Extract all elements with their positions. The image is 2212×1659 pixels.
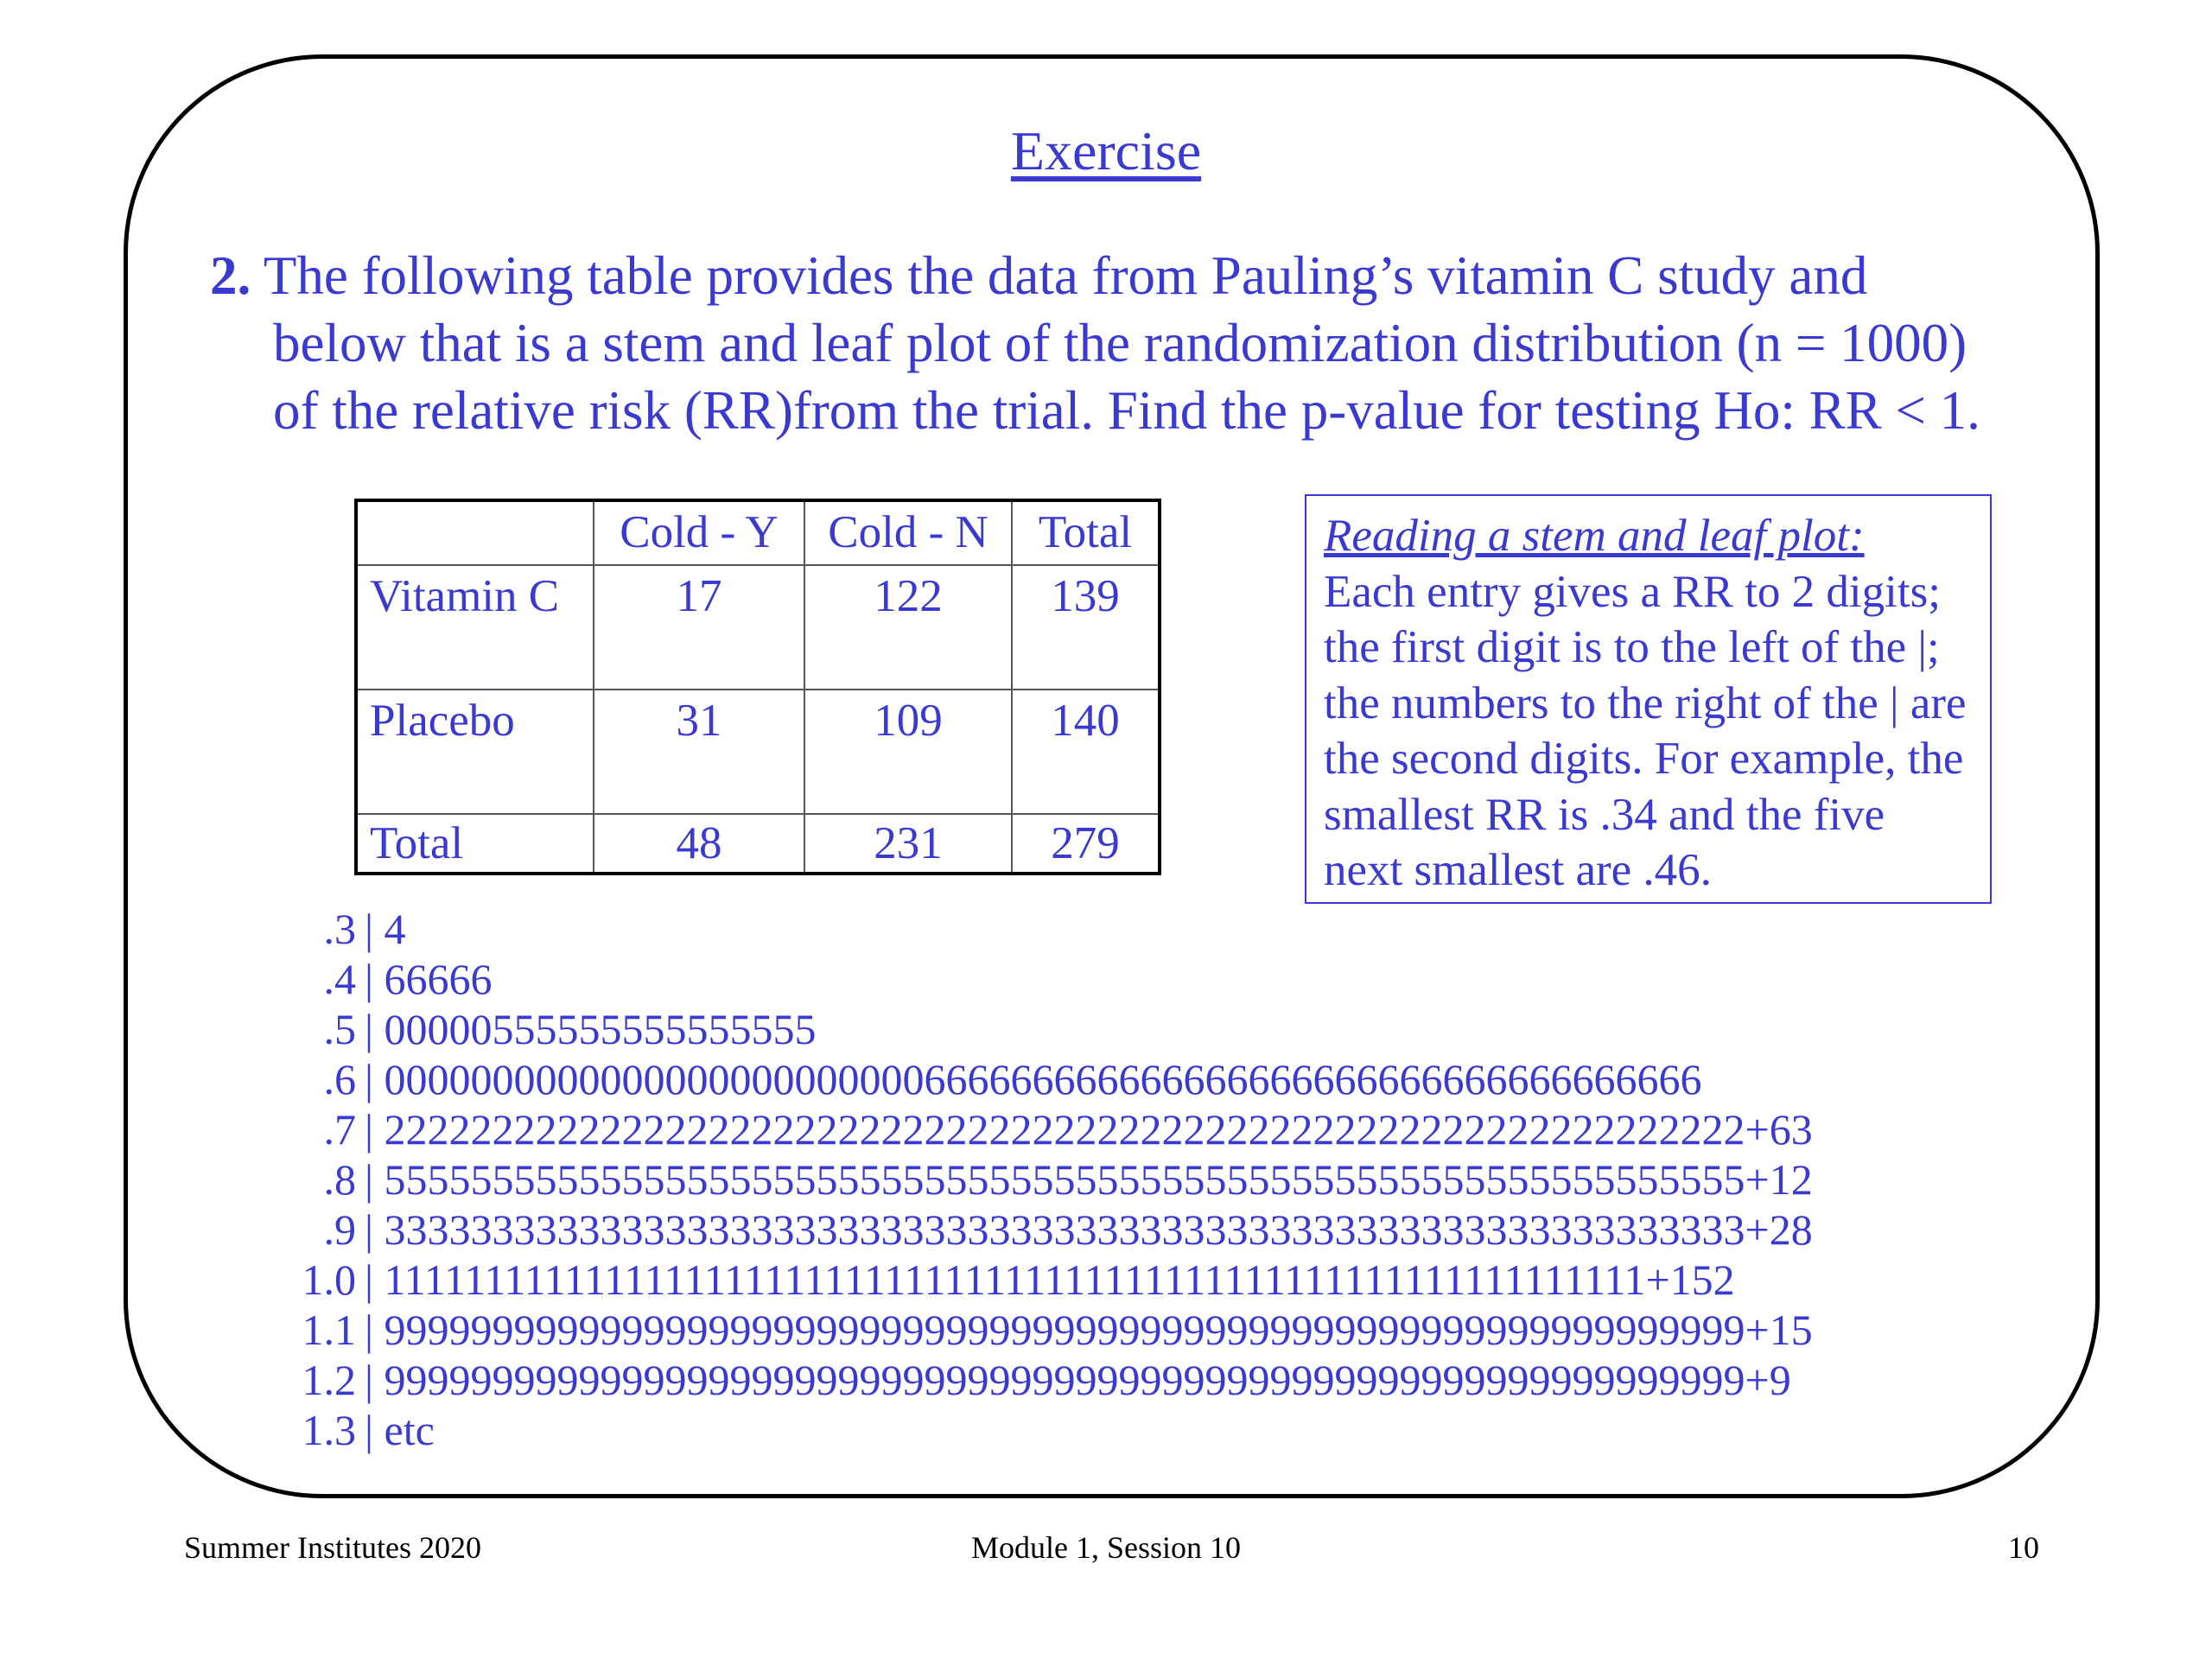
table-row-label: Placebo bbox=[356, 690, 594, 814]
footer-left: Summer Institutes 2020 bbox=[184, 1530, 481, 1565]
table-cell: 231 bbox=[804, 814, 1012, 874]
stem-value: .5 bbox=[323, 1005, 356, 1053]
stem-leaf-note-box bbox=[1305, 494, 1992, 904]
note-line: the first digit is to the left of the |; bbox=[1324, 622, 1940, 672]
stem-row bbox=[242, 1104, 1813, 1154]
table-total-row bbox=[356, 814, 1160, 874]
leaf-values: | 999999999999999999999999999999999999999999999999999999999999999+15 bbox=[365, 1306, 1813, 1354]
table-cell: 140 bbox=[1012, 690, 1160, 814]
stem-row bbox=[242, 1405, 1813, 1455]
table-header-cell: Total bbox=[1012, 500, 1160, 565]
stem-value: 1.3 bbox=[302, 1406, 356, 1454]
table-row-label: Total bbox=[356, 814, 594, 874]
table-cell: 139 bbox=[1012, 565, 1160, 690]
stem-value: .7 bbox=[323, 1105, 356, 1154]
stem-value: .8 bbox=[323, 1155, 356, 1204]
slide-title: Exercise bbox=[1010, 120, 1202, 181]
table-header-cell: Cold - N bbox=[804, 500, 1012, 565]
stem-value: 1.2 bbox=[302, 1356, 356, 1404]
leaf-values: | 999999999999999999999999999999999999999999999999999999999999999+9 bbox=[365, 1356, 1791, 1404]
table-cell: 31 bbox=[594, 690, 804, 814]
stem-value: .4 bbox=[323, 955, 356, 1003]
table-header-cell: Cold - Y bbox=[594, 500, 804, 565]
table-row bbox=[356, 690, 1160, 814]
question-line-3: of the relative risk (RR)from the trial. Find the p-value for testing Ho: RR < 1. bbox=[273, 380, 1980, 441]
note-line: Each entry gives a RR to 2 digits; bbox=[1324, 566, 1941, 617]
table-cell: 122 bbox=[804, 565, 1012, 690]
leaf-values: | 333333333333333333333333333333333333333333333333333333333333333+28 bbox=[365, 1205, 1813, 1254]
stem-leaf-plot bbox=[242, 904, 1813, 1455]
stem-row bbox=[242, 954, 1813, 1004]
note-heading: Reading a stem and leaf plot: bbox=[1324, 511, 1865, 561]
leaf-values: | 111111111111111111111111111111111111111111111111111111111111111+152 bbox=[365, 1255, 1735, 1304]
table-cell: 48 bbox=[594, 814, 804, 874]
stem-value: 1.1 bbox=[302, 1306, 356, 1354]
leaf-values: | 66666 bbox=[365, 955, 493, 1003]
footer-center: Module 1, Session 10 bbox=[970, 1530, 1241, 1565]
table-cell: 109 bbox=[804, 690, 1012, 814]
question-line-2: below that is a stem and leaf plot of the randomization distribution (n = 1000) bbox=[273, 313, 1967, 373]
stem-row bbox=[242, 1205, 1813, 1255]
stem-row bbox=[242, 904, 1813, 954]
note-line: the second digits. For example, the bbox=[1324, 734, 1964, 784]
footer-page-number: 10 bbox=[2008, 1530, 2039, 1565]
stem-value: .3 bbox=[323, 905, 356, 953]
stem-row bbox=[242, 1255, 1813, 1305]
table-row bbox=[356, 565, 1160, 690]
table-header-cell bbox=[356, 500, 594, 565]
table-row-label: Vitamin C bbox=[356, 565, 594, 690]
question-text bbox=[210, 242, 2145, 444]
leaf-values: | 4 bbox=[365, 905, 406, 953]
leaf-values: | etc bbox=[365, 1406, 435, 1454]
table-cell: 17 bbox=[594, 565, 804, 690]
leaf-values: | 00000555555555555555 bbox=[365, 1005, 817, 1053]
table-header-row bbox=[356, 500, 1160, 565]
note-line: the numbers to the right of the | are bbox=[1324, 677, 1967, 728]
stem-row bbox=[242, 1305, 1813, 1355]
stem-row bbox=[242, 1154, 1813, 1205]
question-number: 2. bbox=[210, 245, 251, 306]
leaf-values: | 555555555555555555555555555555555555555555555555555555555555555+12 bbox=[365, 1155, 1813, 1204]
stem-value: .6 bbox=[323, 1055, 356, 1103]
stem-row bbox=[242, 1355, 1813, 1405]
table-cell: 279 bbox=[1012, 814, 1160, 874]
data-table bbox=[354, 499, 1161, 875]
stem-row bbox=[242, 1004, 1813, 1054]
leaf-values: | 0000000000000000000000000666666666666666666666666666666666666 bbox=[365, 1055, 1702, 1103]
stem-row bbox=[242, 1054, 1813, 1104]
note-line: next smallest are .46. bbox=[1324, 845, 1712, 895]
stem-value: 1.0 bbox=[302, 1255, 356, 1304]
note-line: smallest RR is .34 and the five bbox=[1324, 789, 1885, 840]
question-line-1: 2. The following table provides the data from Pauling’s vitamin C study and bbox=[210, 245, 1868, 306]
stem-value: .9 bbox=[323, 1205, 356, 1254]
leaf-values: | 222222222222222222222222222222222222222222222222222222222222222+63 bbox=[365, 1105, 1813, 1154]
